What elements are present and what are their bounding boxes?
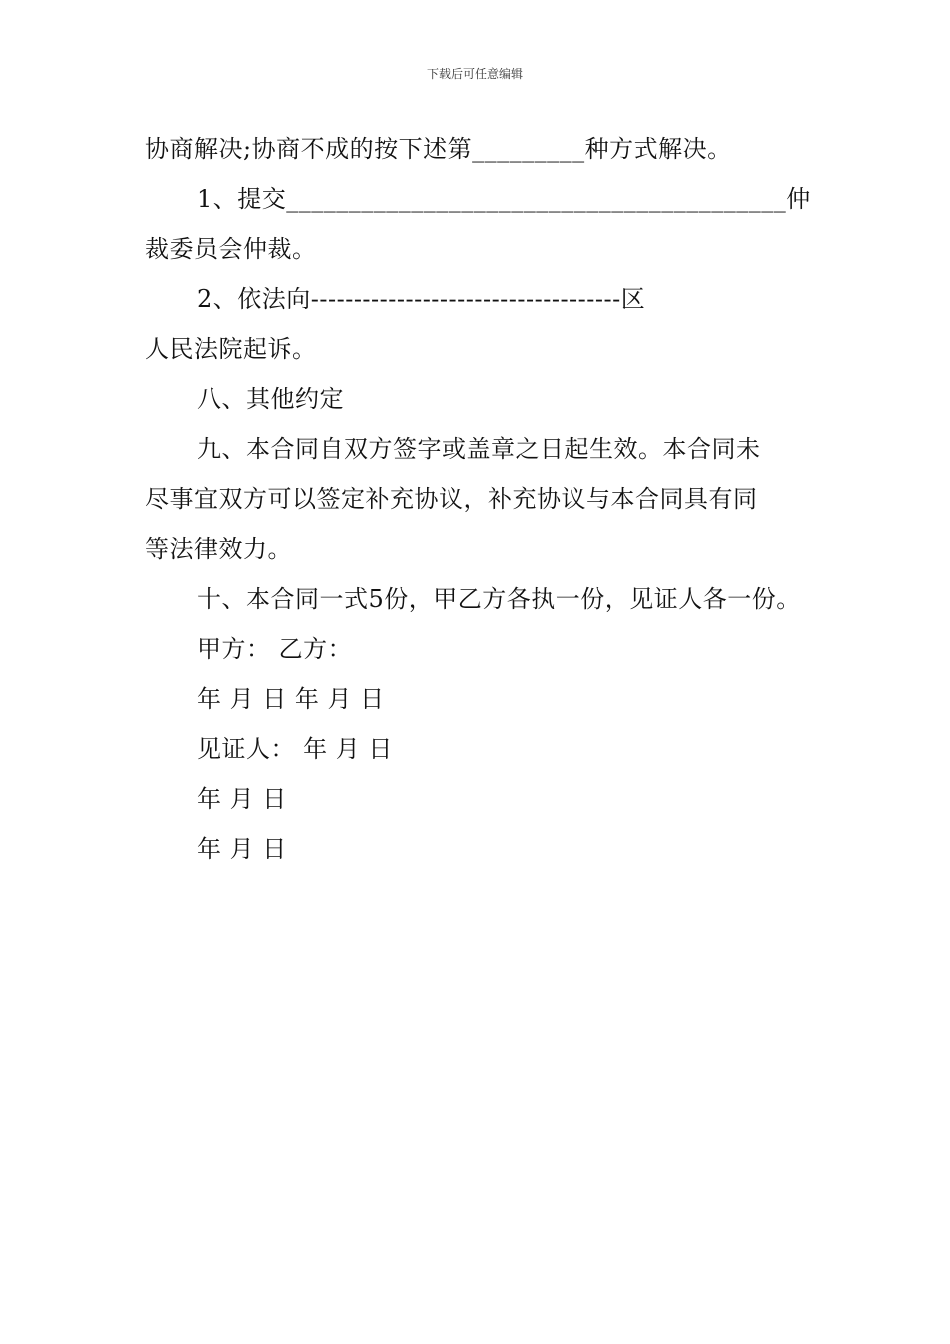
arbitration-option-continuation: 裁委员会仲裁。	[145, 235, 317, 263]
page-header: 下载后可任意编辑	[426, 67, 523, 81]
date-line: 年 月 日	[197, 785, 287, 813]
clause-9-line-2: 尽事宜双方可以签定补充协议，补充协议与本合同具有同	[145, 485, 758, 513]
clause-8-heading: 八、其他约定	[197, 385, 344, 413]
litigation-option-continuation: 人民法院起诉。	[145, 335, 317, 363]
clause-9-line-1: 九、本合同自双方签字或盖章之日起生效。本合同未	[197, 435, 761, 463]
date-line: 年 月 日	[197, 835, 287, 863]
parties-date-line: 年 月 日 年 月 日	[197, 685, 385, 713]
arbitration-option-line: 1、提交________________________________________仲	[197, 185, 811, 213]
clause-9-line-3: 等法律效力。	[145, 535, 292, 563]
clause-10-line: 十、本合同一式5份，甲乙方各执一份，见证人各一份。	[197, 585, 801, 613]
parties-signature-line: 甲方： 乙方：	[197, 635, 353, 663]
litigation-option-line: 2、依法向------------------------------------区	[197, 285, 646, 313]
dispute-resolution-line: 协商解决;协商不成的按下述第_________种方式解决。	[145, 135, 732, 163]
witness-signature-line: 见证人： 年 月 日	[197, 735, 393, 763]
